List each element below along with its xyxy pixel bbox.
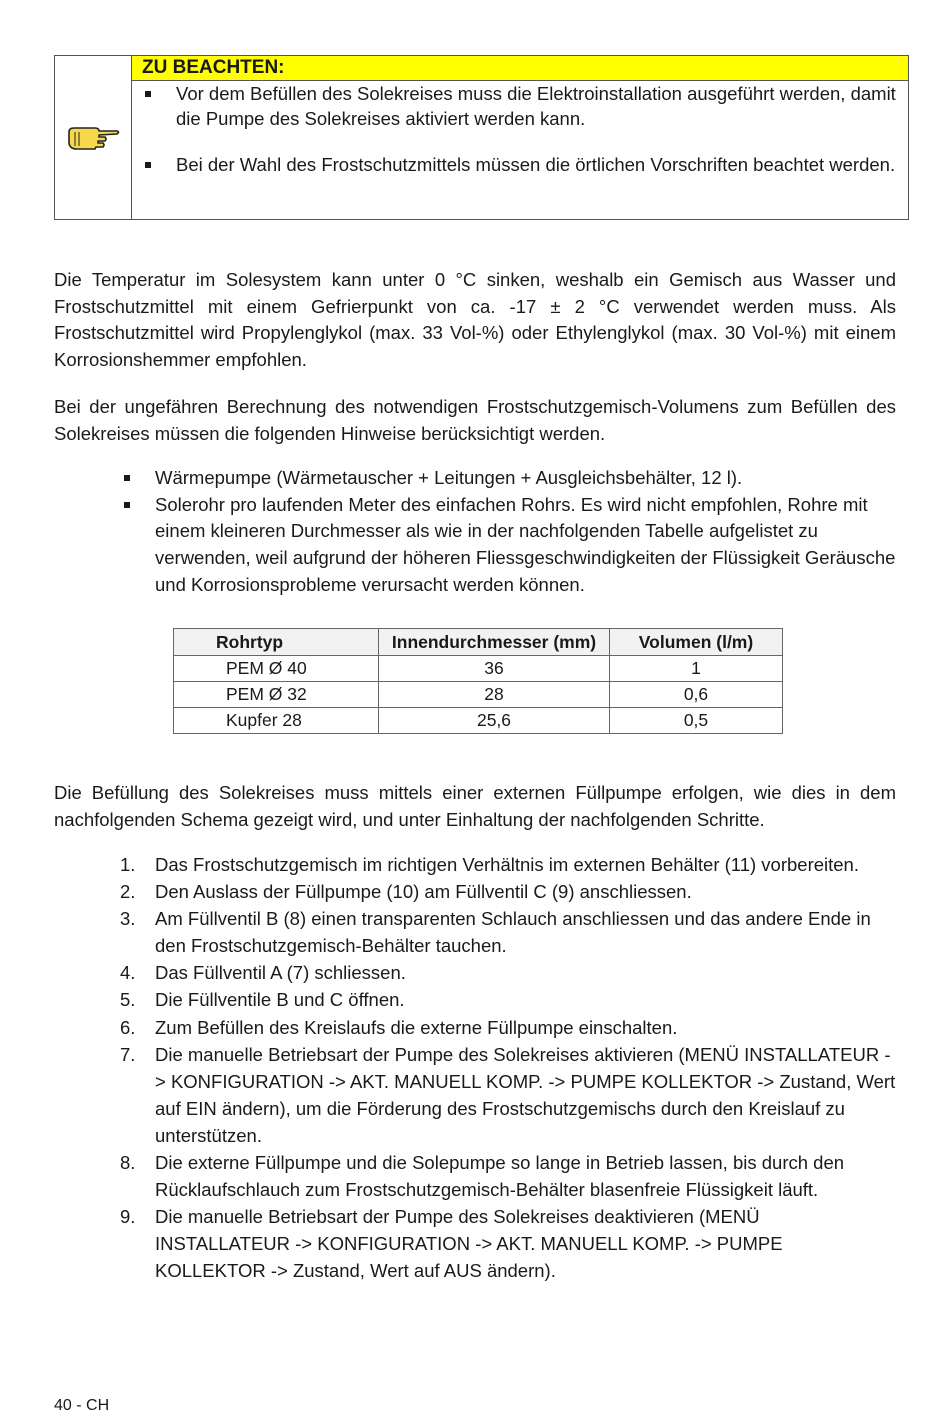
step-number: 9. bbox=[120, 1206, 136, 1228]
column-header: Innendurchmesser (mm) bbox=[379, 629, 610, 656]
paragraph-volume-calc: Bei der ungefähren Berechnung des notwendigen Frostschutzgemisch-Volumens zum Befüllen des Solekreises müssen die folgenden Hinweise berücksichtigt werden. bbox=[54, 396, 896, 444]
bullet-square-icon bbox=[124, 475, 130, 481]
note-icon-cell bbox=[55, 56, 132, 219]
note-item: Bei der Wahl des Frostschutzmittels müssen die örtlichen Vorschriften beachtet werden. bbox=[132, 153, 908, 178]
step-number: 5. bbox=[120, 989, 136, 1011]
step-item: 3. Am Füllventil B (8) einen transparenten Schlauch anschliessen und das andere Ende in den Frostschutzgemisch-Behälter tauchen. bbox=[54, 905, 896, 959]
table-row bbox=[174, 656, 783, 682]
step-item: 9. Die manuelle Betriebsart der Pumpe des Solekreises deaktivieren (MENÜ INSTALLATEUR -> KONFIGURATION -> AKT. MANUELL KOMP. -> PUMPE KOLLEKTOR -> Zustand, Wert auf AUS ändern). bbox=[54, 1203, 896, 1284]
paragraph-filling: Die Befüllung des Solekreises muss mittels einer externen Füllpumpe erfolgen, wie dies in dem nachfolgenden Schema gezeigt wird, und unter Einhaltung der nachfolgenden Schritte. bbox=[54, 782, 896, 830]
bullet-square-icon bbox=[145, 91, 151, 97]
bullet-square-icon bbox=[124, 502, 130, 508]
pointing-hand-icon bbox=[65, 122, 121, 152]
table-cell: 0,5 bbox=[610, 708, 783, 734]
step-number: 7. bbox=[120, 1043, 136, 1065]
column-header: Rohrtyp bbox=[174, 629, 379, 656]
bullet-square-icon bbox=[145, 162, 151, 168]
step-item: 1. Das Frostschutzgemisch im richtigen Verhältnis im externen Behälter (11) vorbereiten. bbox=[54, 851, 896, 878]
step-number: 8. bbox=[120, 1152, 136, 1174]
step-number: 4. bbox=[120, 962, 136, 984]
step-item: 2. Den Auslass der Füllpumpe (10) am Füllventil C (9) anschliessen. bbox=[54, 878, 896, 905]
table-cell: PEM Ø 32 bbox=[174, 682, 379, 708]
note-heading: ZU BEACHTEN: bbox=[132, 56, 908, 81]
step-number: 6. bbox=[120, 1016, 136, 1038]
column-header: Volumen (l/m) bbox=[610, 629, 783, 656]
volume-hints-list bbox=[54, 465, 896, 599]
list-item: Wärmepumpe (Wärmetauscher + Leitungen + Ausgleichsbehälter, 12 l). bbox=[54, 465, 896, 492]
paragraph-temperature: Die Temperatur im Solesystem kann unter 0 °C sinken, weshalb ein Gemisch aus Wasser und Frostschutzmittel mit einem Gefrierpunkt von ca. -17 ± 2 °C verwendet werden muss. Als Frostschutzmittel wird Propylenglykol (max. 33 Vol-%) oder Ethylenglykol (max. 30 Vol-%) mit einem Korrosionshemmer empfohlen. bbox=[54, 269, 896, 371]
table-cell: Kupfer 28 bbox=[174, 708, 379, 734]
step-item: 8. Die externe Füllpumpe und die Solepumpe so lange in Betrieb lassen, bis durch den Rücklaufschlauch zum Frostschutzgemisch-Behälter blasenfreie Flüssigkeit läuft. bbox=[54, 1149, 896, 1203]
table-cell: 28 bbox=[379, 682, 610, 708]
step-number: 3. bbox=[120, 908, 136, 930]
table-cell: PEM Ø 40 bbox=[174, 656, 379, 682]
step-number: 2. bbox=[120, 881, 136, 903]
table-row bbox=[174, 682, 783, 708]
table-row bbox=[174, 708, 783, 734]
step-item: 7. Die manuelle Betriebsart der Pumpe des Solekreises aktivieren (MENÜ INSTALLATEUR -> KONFIGURATION -> AKT. MANUELL KOMP. -> PUMPE KOLLEKTOR -> Zustand, Wert auf EIN ändern), um die Förderung des Frostschutzgemischs durch den Kreislauf zu unterstützen. bbox=[54, 1041, 896, 1149]
note-box bbox=[54, 55, 909, 220]
note-item: Vor dem Befüllen des Solekreises muss die Elektroinstallation ausgeführt werden, damit die Pumpe des Solekreises aktiviert werden kann. bbox=[132, 82, 908, 131]
list-item: Solerohr pro laufenden Meter des einfachen Rohrs. Es wird nicht empfohlen, Rohre mit einem kleineren Durchmesser als wie in der nachfolgenden Tabelle aufgelistet zu verwenden, weil aufgrund der höheren Fliessgeschwindigkeiten der Flüssigkeit Geräusche und Korrosionsprobleme verursacht werden können. bbox=[54, 492, 896, 599]
table-cell: 1 bbox=[610, 656, 783, 682]
table-header-row bbox=[174, 629, 783, 656]
table-cell: 0,6 bbox=[610, 682, 783, 708]
note-content bbox=[132, 56, 908, 219]
table-cell: 25,6 bbox=[379, 708, 610, 734]
filling-steps-list bbox=[54, 851, 896, 1285]
pipe-table bbox=[173, 628, 783, 734]
table-cell: 36 bbox=[379, 656, 610, 682]
step-number: 1. bbox=[120, 854, 136, 875]
note-list bbox=[132, 82, 908, 178]
page-number: 40 - CH bbox=[54, 1397, 110, 1414]
step-item: 5. Die Füllventile B und C öffnen. bbox=[54, 986, 896, 1013]
step-item: 6. Zum Befüllen des Kreislaufs die externe Füllpumpe einschalten. bbox=[54, 1014, 896, 1041]
step-item: 4. Das Füllventil A (7) schliessen. bbox=[54, 959, 896, 986]
